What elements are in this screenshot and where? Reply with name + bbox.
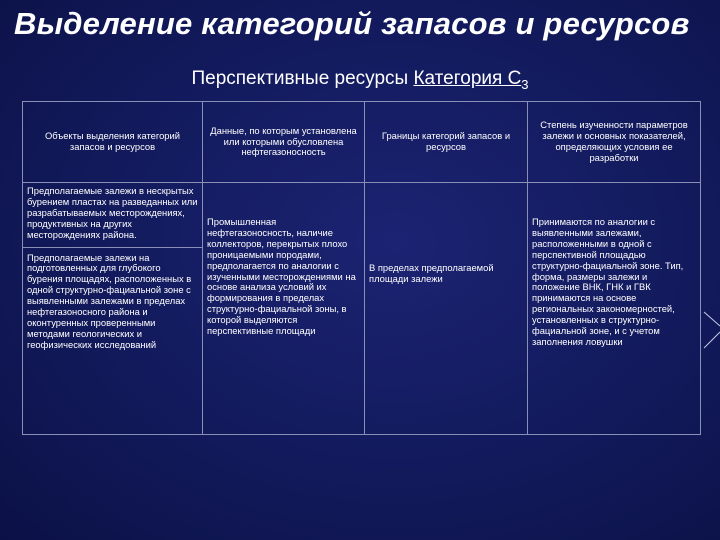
header-study-degree: Степень изученности параметров залежи и основных показателей, определяющих условия ее разработки bbox=[528, 102, 701, 183]
page-title: Выделение категорий запасов и ресурсов bbox=[14, 6, 690, 41]
header-boundaries: Границы категорий запасов и ресурсов bbox=[365, 102, 528, 183]
table-row bbox=[23, 183, 701, 435]
table-header-row bbox=[23, 102, 701, 183]
objects-item-2: Предполагаемые залежи на подготовленных для глубокого бурения площадях, расположенных в одной структурно-фациальной зоне с выявленными залежами в пределах нефтегазоносного района и оконтуренных проверенными методами геологических и геофизических исследований bbox=[23, 247, 202, 351]
subtitle-prefix: Перспективные ресурсы bbox=[191, 68, 414, 89]
subtitle bbox=[0, 68, 720, 92]
subtitle-category-index: 3 bbox=[521, 76, 529, 92]
header-data: Данные, по которым установлена или которыми обусловлена нефтегазоносность bbox=[203, 102, 365, 183]
cell-data: Промышленная нефтегазоносность, наличие коллекторов, перекрытых плохо проницаемыми породами, предполагается по аналогии с изученными месторождениями на основе анализа условий их формирования в пределах структурно-фациальной зоны, в которой выделяются перспективные площади bbox=[203, 183, 365, 435]
corner-decoration-lines bbox=[702, 310, 720, 350]
cell-study-degree: Принимаются по аналогии с выявленными залежами, расположенными в одной с перспективной площадью структурно-фациальной зоне. Тип, форма, размеры залежи и положение ВНК, ГНК и ГВК принимаются на основе региональных закономерностей, установленных в структурно-фациальной зоне, и с учетом заполнения ловушки bbox=[528, 183, 701, 435]
cell-boundaries: В пределах предполагаемой площади залежи bbox=[365, 183, 528, 435]
header-objects: Объекты выделения категорий запасов и ресурсов bbox=[23, 102, 203, 183]
subtitle-category: Категория $С_3$ bbox=[413, 68, 529, 92]
objects-item-1: Предполагаемые залежи в нескрытых бурением пластах на разведанных или разрабатываемых месторождениях, продуктивных на других месторождениях района. bbox=[27, 185, 198, 240]
categories-table bbox=[22, 101, 701, 435]
cell-objects bbox=[23, 183, 203, 435]
